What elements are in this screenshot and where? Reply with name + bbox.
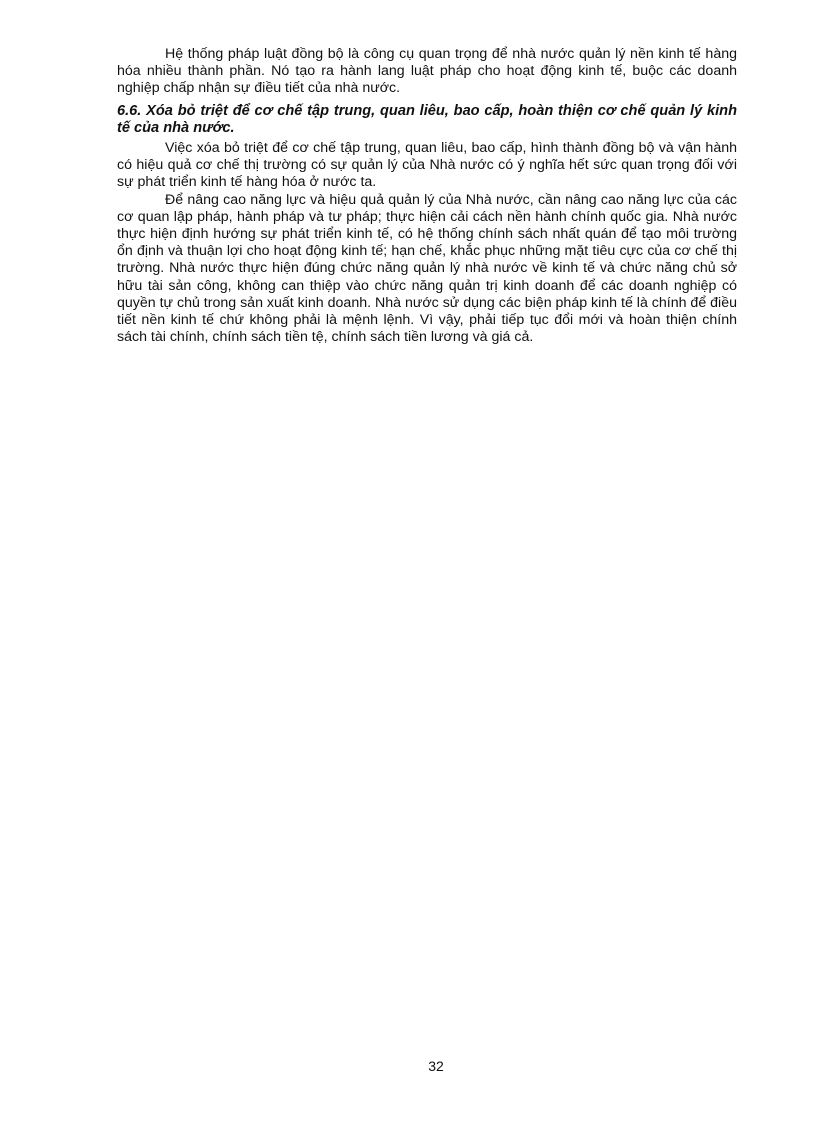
page-number: 32: [428, 1058, 444, 1074]
paragraph-abolish-mechanism: Việc xóa bỏ triệt để cơ chế tập trung, quan liêu, bao cấp, hình thành đồng bộ và vận hành có hiệu quả cơ chế thị trường có sự quản lý của Nhà nước có ý nghĩa hết sức quan trọng đối với sự phát triển kinh tế hàng hóa ở nước ta.: [117, 140, 737, 191]
document-page: [117, 46, 737, 346]
paragraph-legal-system: Hệ thống pháp luật đồng bộ là công cụ quan trọng để nhà nước quản lý nền kinh tế hàng hóa nhiều thành phần. Nó tạo ra hành lang luật pháp cho hoạt động kinh tế, buộc các doanh nghiệp chấp nhận sự điều tiết của nhà nước.: [117, 46, 737, 97]
section-heading: 6.6. Xóa bỏ triệt để cơ chế tập trung, quan liêu, bao cấp, hoàn thiện cơ chế quản lý kinh tế của nhà nước.: [117, 102, 737, 136]
paragraph-state-capacity: Để nâng cao năng lực và hiệu quả quản lý của Nhà nước, cần nâng cao năng lực của các cơ quan lập pháp, hành pháp và tư pháp; thực hiện cải cách nền hành chính quốc gia. Nhà nước thực hiện định hướng sự phát triển kinh tế, có hệ thống chính sách nhất quán để tạo môi trường ổn định và thuận lợi cho hoạt động kinh tế; hạn chế, khắc phục những mặt tiêu cực của cơ chế thị trường. Nhà nước thực hiện đúng chức năng quản lý nhà nước về kinh tế và chức năng chủ sở hữu tài sản công, không can thiệp vào chức năng quản trị kinh doanh để các doanh nghiệp có quyền tự chủ trong sản xuất kinh doanh. Nhà nước sử dụng các biện pháp kinh tế là chính để điều tiết nền kinh tế chứ không phải là mệnh lệnh. Vì vậy, phải tiếp tục đổi mới và hoàn thiện chính sách tài chính, chính sách tiền tệ, chính sách tiền lương và giá cả.: [117, 191, 737, 346]
